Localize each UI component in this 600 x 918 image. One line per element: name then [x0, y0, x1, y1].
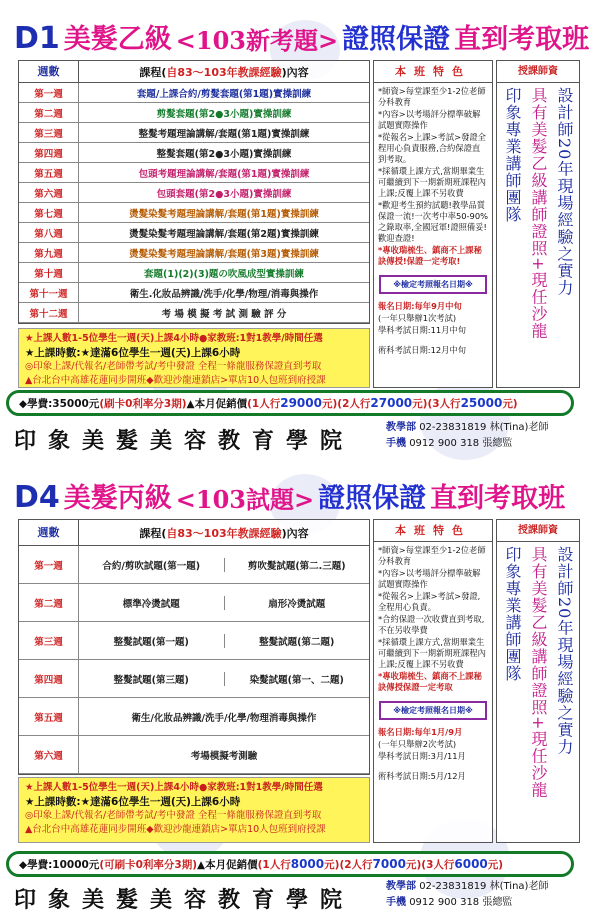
week-cell: 第七週 [19, 203, 79, 222]
features-list [374, 542, 492, 697]
week-cell: 第十二週 [19, 303, 79, 322]
content-cell: 燙髮染髮考題理論講解/套題(第3題)實操訓練 [129, 248, 319, 260]
week-cell: 第三週 [19, 622, 79, 659]
cert-label: 證照保證 [342, 24, 451, 55]
contact-info [386, 420, 548, 452]
week-cell: 第四週 [19, 143, 79, 162]
week-cell: 第四週 [19, 660, 79, 697]
feature-item: *從報名>上課>考試>發證,全程用心負責。 [378, 591, 481, 612]
feature-item: *採循環上課方式,當期畢業生可繼續到下一期新期班課程內上課;反覆上課不另收費 [378, 637, 486, 669]
content-cell-right: 剪吹髮試題(第二.三題) [224, 558, 370, 572]
content-cell-right: 染髮試題(第一、二題) [224, 672, 370, 686]
week-cell: 第八週 [19, 223, 79, 242]
phone-number: 02-23831819 林(Tina)老師 [419, 881, 549, 892]
week-cell: 第五週 [19, 163, 79, 182]
week-cell: 第一週 [19, 546, 79, 583]
week-cell: 第二週 [19, 103, 79, 122]
week-cell: 第三週 [19, 123, 79, 142]
content-cell: 考 場 模 擬 考 試 測 驗 評 分 [161, 308, 287, 320]
week-cell: 第九週 [19, 243, 79, 262]
table-row [19, 622, 369, 660]
content-cell: 燙髮染髮考題理論講解/套題(第2題)實操訓練 [129, 228, 319, 240]
teacher-columns [497, 83, 579, 343]
content-cell: 套題/上課合約/剪髮套題(第1題)實操訓練 [136, 88, 312, 100]
table-row [19, 143, 369, 163]
practical-exam-date: 術科考試日期:12月中旬 [378, 345, 467, 355]
content-cell [79, 596, 369, 610]
mobile-label: 手機 [386, 438, 406, 449]
week-cell: 第六週 [19, 183, 79, 202]
teacher-col-team: 印象專業講師團隊 [503, 546, 522, 682]
feature-item: *內容>以考場評分標準破解試題實際操作 [378, 568, 481, 589]
fee-bar: ◆學費:10000元 (可刷卡0利率分3期) ▲本月促銷價 (1人行 8000 元) (2人行 7000 元) (3人行 6000 元) [6, 851, 574, 877]
schedule-header [19, 61, 369, 83]
registration-date: 報名日期:每年1月/9月 [378, 727, 463, 737]
grade-label: 美髮丙級 [63, 483, 172, 514]
content-cell-left: 標準冷燙試題 [122, 598, 180, 610]
schedule-rows [19, 546, 369, 774]
features-header: 本班特色 [374, 520, 492, 542]
content-cell: 包頭套題(第2●3小題)實操訓練 [156, 188, 292, 200]
schedule-table [18, 519, 370, 775]
table-row [19, 263, 369, 283]
feature-item: *採循環上課方式,當期畢業生可繼續到下一期新期班課程內上課;反覆上課不另收費 [378, 166, 486, 198]
content-cell [79, 558, 369, 572]
registration-date: 報名日期:每年9月中旬 [378, 301, 462, 311]
table-row [19, 183, 369, 203]
teacher-panel [496, 519, 580, 843]
content-cell-right: 整髮試題(第二題) [224, 634, 370, 648]
table-row [19, 584, 369, 622]
teacher-col-experience: 設計師20年現場經驗之實力 [555, 87, 574, 297]
practical-exam-date: 術科考試日期:5月/12月 [378, 771, 466, 781]
table-row [19, 203, 369, 223]
feature-item: *專收瑞梳生、鎮商不上課秘訣傳授!保證一定考取! [378, 245, 482, 266]
content-cell: 整髮考題理論講解/套題(第1題)實操訓練 [138, 128, 310, 140]
table-row [19, 303, 369, 323]
written-exam-date: 學科考試日期:11月中旬 [378, 325, 467, 335]
teacher-col-license: 具有美髮乙級講師證照+現任沙龍 [529, 87, 548, 340]
teacher-col-license: 具有美髮乙級講師證照+現任沙龍 [529, 546, 548, 799]
teacher-panel [496, 60, 580, 388]
week-cell: 第五週 [19, 698, 79, 735]
mobile-number: 0912 900 318 張總監 [409, 438, 513, 449]
footer [14, 418, 586, 458]
content-cell: 衛生/化妝品辨識/洗手/化學/物理消毒與操作 [131, 712, 317, 724]
week-cell: 第一週 [19, 83, 79, 102]
week-cell: 第十一週 [19, 283, 79, 302]
info-line: ★上課人數1-5位學生一週(天)上課4小時●家教班:1對1教學/時間任選 [25, 333, 323, 344]
content-cell: 燙髮染髮考題理論講解/套題(第1題)實操訓練 [129, 208, 319, 220]
feature-item: *從報名>上課>考試>發證全程用心負責服務,合約保證直到考取。 [378, 132, 486, 164]
schedule-header [19, 520, 369, 546]
table-row [19, 283, 369, 303]
info-line: ◎印象上課/代報名/老師帶考試/考中發證 全程一條龍服務保證直到考取 [25, 361, 322, 372]
dept-label: 教學部 [386, 881, 416, 892]
feature-item: *師資>每堂課至少1-2位老師分科教育 [378, 86, 486, 107]
grade-label: 美髮乙級 [63, 24, 172, 55]
features-list [374, 83, 492, 271]
info-line: ◎印象上課/代報名/老師帶考試/考中發證 全程一條龍服務保證直到考取 [25, 810, 322, 821]
content-header: 課程(自83～103年教課經驗)內容 [139, 65, 309, 79]
class-code: D4 [14, 480, 60, 515]
content-cell-left: 整髮試題(第三題) [113, 674, 189, 686]
features-panel [373, 60, 493, 388]
info-line: ▲台北台中高雄花蓮同步開班◆歡迎沙龍連鎖店>單店10人包班到府授課 [25, 375, 326, 386]
table-row [19, 103, 369, 123]
table-row [19, 83, 369, 103]
table-row [19, 698, 369, 736]
content-cell [79, 672, 369, 686]
fee-bar: ◆學費:35000元 (刷卡0利率分3期) ▲本月促銷價 (1人行 29000 元) (2人行 27000 元) (3人行 25000 元) [6, 390, 574, 416]
feature-item: *專收瑞梳生、鎮商不上課秘訣傳授保證一定考取 [378, 671, 482, 692]
content-cell: 包頭考題理論講解/套題(第1題)實操訓練 [138, 168, 310, 180]
info-box [18, 328, 370, 388]
class-code: D1 [14, 21, 60, 56]
content-header: 課程(自83～103年教課經驗)內容 [139, 526, 309, 540]
content-cell: 整髮套題(第2●3小題)實操訓練 [156, 148, 292, 160]
week-cell: 第二週 [19, 584, 79, 621]
exam-frequency: (一年只舉辦2次考試) [378, 739, 457, 749]
content-area [18, 60, 580, 390]
mobile-number: 0912 900 318 張總監 [409, 897, 513, 908]
contact-info [386, 879, 548, 911]
topic-label: <103試題> [175, 485, 315, 514]
info-box [18, 777, 370, 843]
exam-frequency: (一年只舉辦1次考試) [378, 313, 457, 323]
week-cell: 第十週 [19, 263, 79, 282]
exam-dates [374, 724, 492, 784]
info-line: ★上課人數1-5位學生一週(天)上課4小時●家教班:1對1教學/時間任選 [25, 782, 323, 793]
info-line: ★上課時數:★達滿6位學生一週(天)上課6小時 [25, 796, 241, 808]
features-panel [373, 519, 493, 843]
table-row [19, 660, 369, 698]
mobile-label: 手機 [386, 897, 406, 908]
teacher-col-experience: 設計師20年現場經驗之實力 [555, 546, 574, 756]
feature-item: *內容>以考場評分標準破解試題實際操作 [378, 109, 481, 130]
phone-number: 02-23831819 林(Tina)老師 [419, 422, 549, 433]
feature-item: *歡迎考生預約試聽!教學品質保證一流!一次考中率50-90%之錄取率,全國冠軍!證照備妥!歡迎查證! [378, 200, 488, 243]
cert-label: 證照保證 [318, 483, 427, 514]
exam-dates [374, 298, 492, 358]
features-header: 本班特色 [374, 61, 492, 83]
content-cell: 剪髮套題(第2●3小題)實操訓練 [156, 108, 292, 120]
content-area [18, 519, 580, 844]
schedule-table [18, 60, 370, 324]
school-name: 印象美髮美容教育學院 [14, 888, 355, 913]
content-cell [79, 634, 369, 648]
flyer-title [14, 469, 589, 515]
table-row [19, 546, 369, 584]
exam-date-box: ※檢定考照報名日期※ [379, 701, 487, 720]
topic-label: <103新考題> [175, 26, 339, 55]
content-cell-left: 合約/剪吹試題(第一題) [102, 560, 201, 572]
dept-label: 教學部 [386, 422, 416, 433]
week-header: 週數 [19, 520, 79, 545]
table-row [19, 736, 369, 774]
exam-date-box: ※檢定考照報名日期※ [379, 275, 487, 294]
content-cell-right: 扇形冷燙試題 [224, 596, 370, 610]
written-exam-date: 學科考試日期:3月/11月 [378, 751, 466, 761]
info-line: ▲台北台中高雄花蓮同步開班◆歡迎沙龍連鎖店>單店10人包班到府授課 [25, 824, 326, 835]
feature-item: *師資>每堂課至少1-2位老師分科教育 [378, 545, 486, 566]
table-row [19, 123, 369, 143]
flyer-d4 [0, 459, 600, 918]
week-cell: 第六週 [19, 736, 79, 773]
content-cell-left: 整髮試題(第一題) [113, 636, 189, 648]
feature-item: *合約保證一次收費直到考取,不在另收學費 [378, 614, 485, 635]
teacher-header: 授課師資 [497, 520, 579, 542]
exam-label: 直到考取班 [430, 483, 566, 514]
teacher-col-team: 印象專業講師團隊 [503, 87, 522, 223]
exam-label: 直到考取班 [454, 24, 590, 55]
footer [14, 877, 586, 917]
week-header: 週數 [19, 61, 79, 82]
content-cell: 考場模擬考測驗 [190, 750, 258, 762]
table-row [19, 223, 369, 243]
info-line: ★上課時數:★達滿6位學生一週(天)上課6小時 [25, 347, 241, 359]
teacher-columns [497, 542, 579, 802]
teacher-header: 授課師資 [497, 61, 579, 83]
school-name: 印象美髮美容教育學院 [14, 429, 355, 454]
flyer-title [14, 10, 589, 56]
content-cell: 套題(1)(2)(3)題の吹風成型實操訓練 [144, 268, 304, 280]
schedule-rows [19, 83, 369, 323]
table-row [19, 163, 369, 183]
table-row [19, 243, 369, 263]
content-cell: 衛生.化妝品辨識/洗手/化學/物理/消毒與操作 [129, 288, 319, 300]
